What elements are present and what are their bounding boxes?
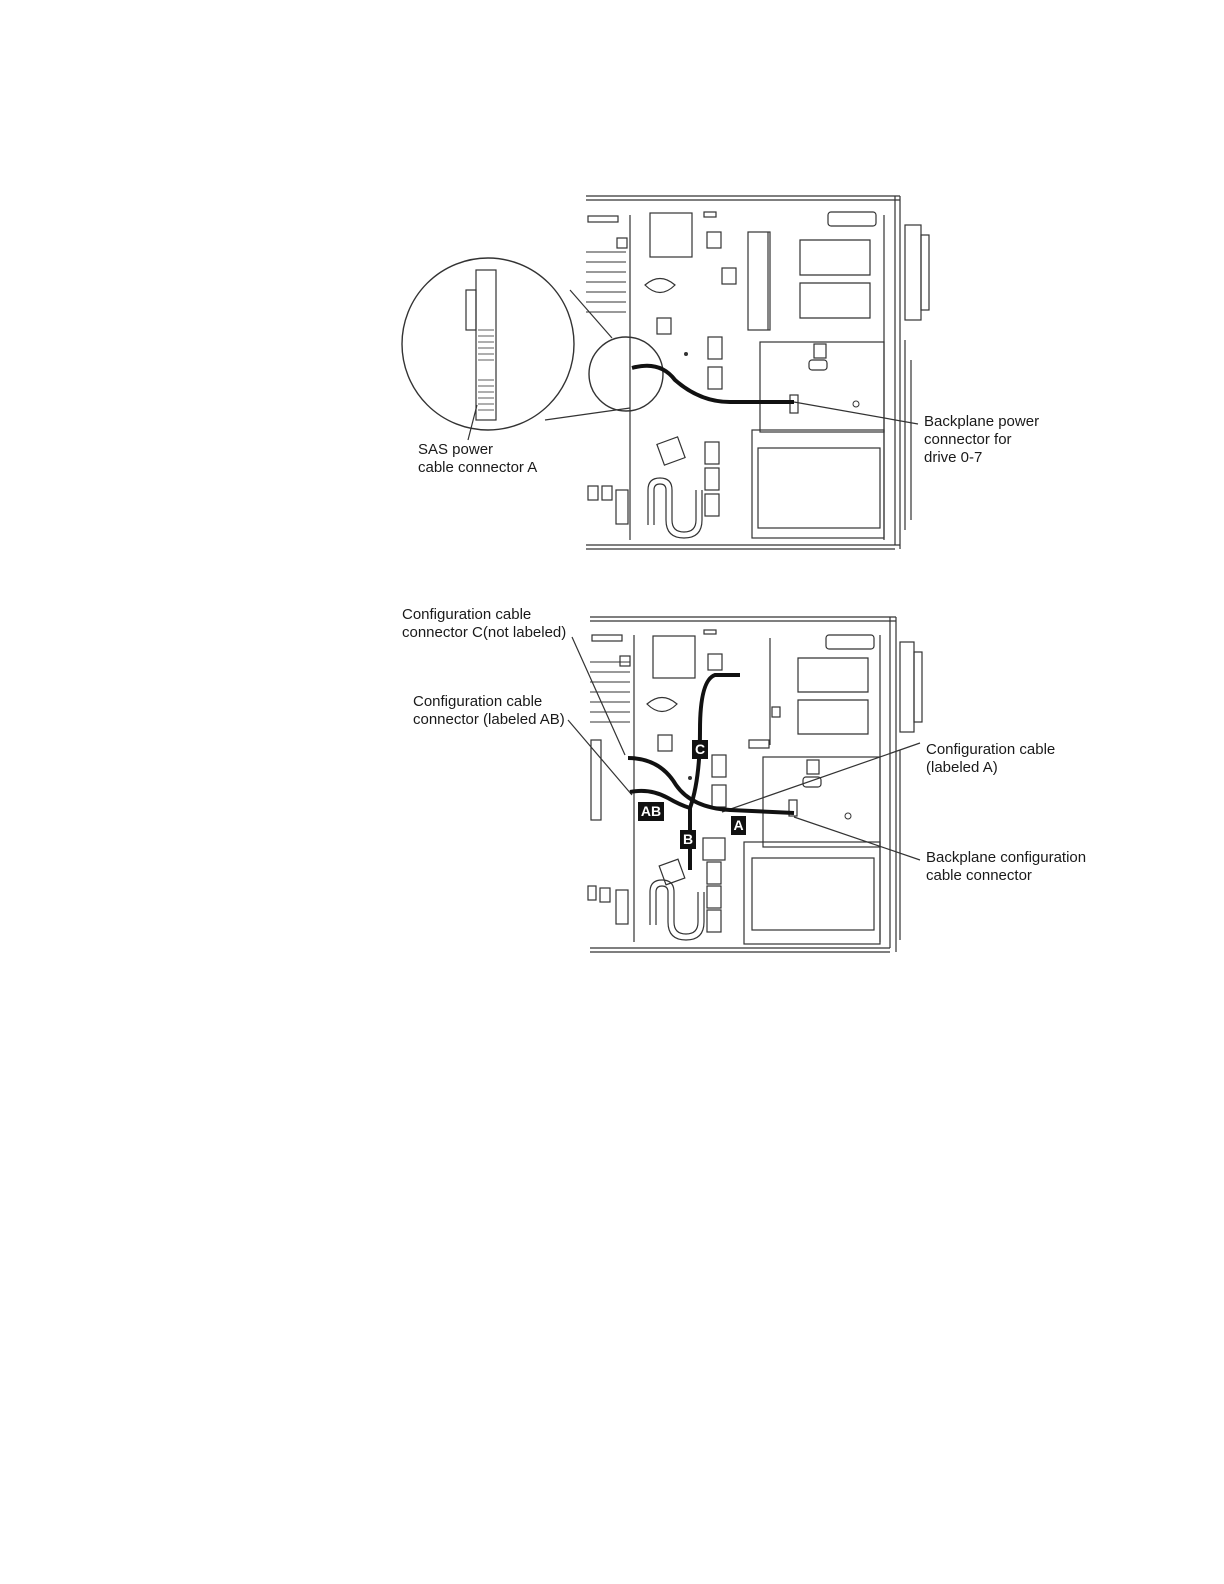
configuration-cable-bundle	[628, 675, 794, 870]
server-chassis-drawing-2	[0, 580, 1224, 980]
figure-sas-power-cable	[0, 0, 1224, 580]
callout-config-connector-ab: Configuration cable connector (labeled AB)	[413, 693, 565, 728]
cable-tag-ab-label: AB	[640, 803, 662, 819]
callout-backplane-power-connector: Backplane power connector for drive 0-7	[924, 413, 1040, 466]
callout-sas-power-connector: SAS power cable connector A	[418, 441, 538, 476]
figure-configuration-cable	[0, 580, 1224, 980]
cable-tag-c-label: C	[694, 741, 706, 757]
server-chassis-drawing-1	[0, 0, 1224, 580]
callout-config-cable-a: Configuration cable (labeled A)	[926, 741, 1056, 776]
sas-power-cable	[632, 366, 794, 402]
callout-backplane-config-connector: Backplane configuration cable connector	[926, 849, 1087, 884]
callout-config-connector-c: Configuration cable connector C(not labeled)	[402, 606, 567, 641]
cable-tag-a-label: A	[733, 817, 744, 833]
cable-tag-b-label: B	[682, 831, 694, 847]
